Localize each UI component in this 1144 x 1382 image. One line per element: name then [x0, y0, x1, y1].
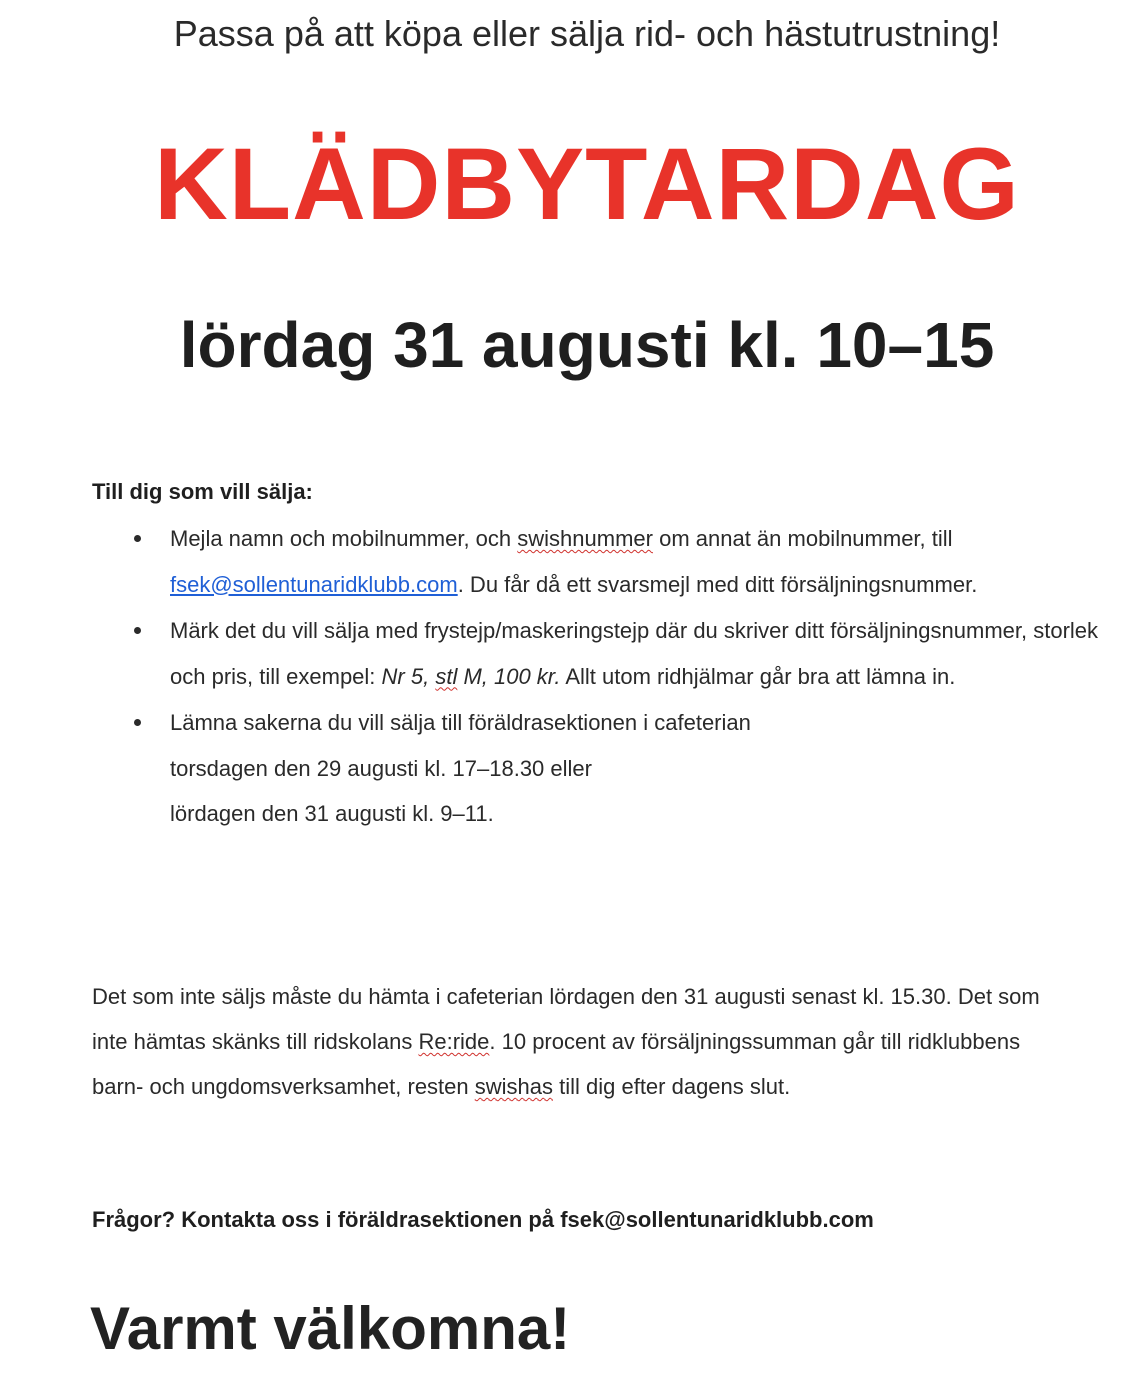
- item-text: Mejla namn och mobilnummer, och: [170, 526, 518, 551]
- paragraph-text: . 10 procent av försäljningssumman går till ridklubbens barn- och ungdomsverksamhet, resten: [92, 1029, 1021, 1099]
- list-item: [92, 700, 1102, 837]
- bullet-icon: [134, 535, 141, 542]
- item-text: torsdagen den 29 augusti kl. 17–18.30 eller: [170, 755, 592, 781]
- paragraph-text: till dig efter dagens slut.: [553, 1074, 791, 1099]
- bullet-icon: [134, 627, 141, 634]
- spellcheck-flagged-word[interactable]: Re:ride: [418, 1029, 490, 1054]
- pickup-paragraph: [92, 974, 1052, 1109]
- intro-line: Passa på att köpa eller sälja rid- och hästutrustning!: [173, 13, 1001, 54]
- example-text: Nr 5,: [381, 663, 436, 689]
- item-text: Lämna sakerna du vill sälja till föräldrasektionen i cafeterian: [170, 710, 751, 735]
- sellers-heading: Till dig som vill sälja:: [92, 479, 313, 504]
- item-text: Allt utom ridhjälmar går bra att lämna in.: [560, 663, 956, 689]
- list-item: [92, 516, 1102, 607]
- list-item: [92, 608, 1102, 699]
- item-text: om annat än mobilnummer, till: [652, 526, 953, 551]
- item-text: . Du får då ett svarsmejl med ditt försäljningsnummer.: [457, 571, 978, 597]
- spellcheck-flagged-word[interactable]: stl: [435, 663, 458, 689]
- email-link[interactable]: fsek@sollentunaridklubb.com: [170, 571, 458, 597]
- sellers-instructions-list: [92, 516, 1102, 838]
- event-date: lördag 31 augusti kl. 10–15: [179, 309, 995, 381]
- item-text: lördagen den 31 augusti kl. 9–11.: [170, 801, 494, 826]
- item-text: Märk det du vill sälja med frystejp/maskeringstejp där du skriver ditt försäljningsnummer, storlek och pris, till exempel:: [170, 618, 1099, 689]
- bullet-icon: [134, 719, 141, 726]
- event-title: KLÄDBYTARDAG: [154, 127, 1020, 241]
- example-text: M, 100 kr.: [457, 663, 561, 689]
- paragraph-text: Det som inte säljs måste du hämta i cafeterian lördagen den 31 augusti senast kl. 15.30. Det som inte hämtas skänks till ridskolans: [92, 984, 1040, 1054]
- welcome-heading: Varmt välkomna!: [90, 1295, 571, 1362]
- spellcheck-flagged-word[interactable]: swishas: [474, 1074, 553, 1099]
- spellcheck-flagged-word[interactable]: swishnummer: [517, 526, 653, 551]
- questions-contact: Frågor? Kontakta oss i föräldrasektionen på fsek@sollentunaridklubb.com: [92, 1207, 874, 1232]
